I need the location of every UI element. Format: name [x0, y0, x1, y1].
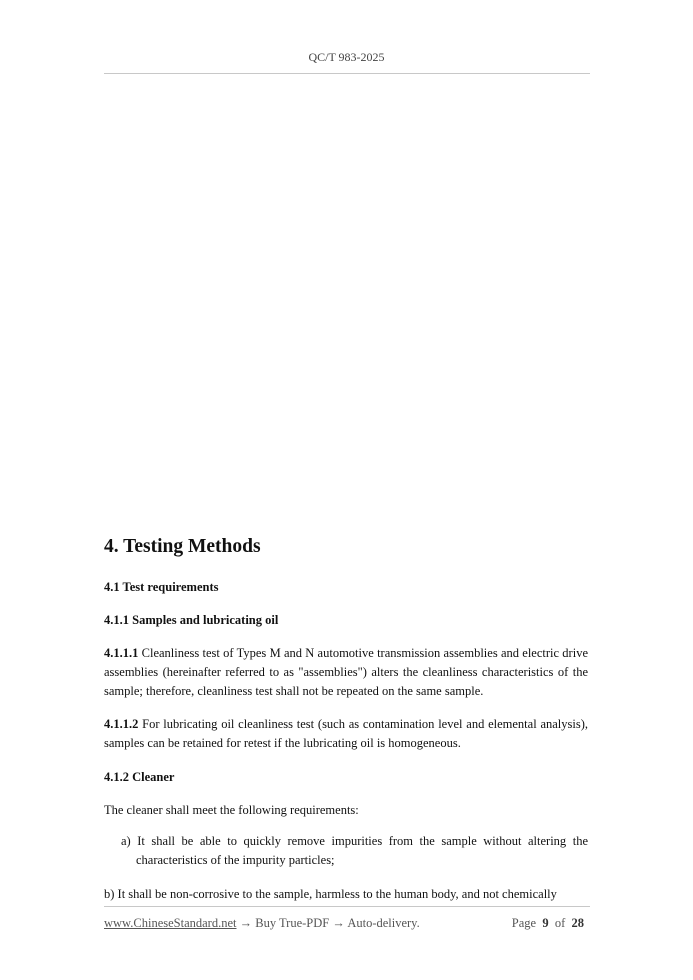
current-page: 9: [542, 916, 549, 930]
header-divider: [104, 73, 590, 74]
clause-text: For lubricating oil cleanliness test (such as contamination level and elemental analysis), samples can be retained for retest if the lubricating oil is homogeneous.: [104, 717, 588, 750]
arrow-right-icon: →: [236, 916, 256, 930]
delivery-text: Auto-delivery.: [347, 916, 420, 930]
buy-text: Buy True-PDF: [255, 916, 330, 930]
clause-number: 4.1.1.1: [104, 646, 139, 660]
heading-4-1-2: 4.1.2 Cleaner: [104, 770, 175, 784]
document-body: [104, 533, 588, 904]
document-code: QC/T 983-2025: [308, 50, 385, 64]
paragraph-4-1-1-2: [104, 715, 588, 753]
footer-divider: [104, 906, 590, 907]
page-number: [512, 916, 584, 931]
cleaner-intro: The cleaner shall meet the following requirements:: [104, 803, 359, 817]
page-label: Page: [511, 916, 537, 930]
website-link[interactable]: www.ChineseStandard.net: [104, 916, 237, 930]
section-title: 4. Testing Methods: [104, 536, 261, 557]
heading-4-1-1: 4.1.1 Samples and lubricating oil: [104, 613, 279, 627]
total-pages: 28: [571, 916, 584, 930]
requirements-list: [104, 832, 588, 904]
list-item: b) It shall be non-corrosive to the sample, harmless to the human body, and not chemically: [104, 887, 557, 901]
clause-text: Cleanliness test of Types M and N automotive transmission assemblies and electric drive assemblies (hereinafter referred to as "assemblies") alters the cleanliness characteristics of the sample; therefore, cleanliness test shall not be repeated on the same sample.: [104, 646, 588, 698]
arrow-right-icon: →: [329, 916, 348, 930]
footer-promo: [104, 916, 420, 931]
paragraph-4-1-1-1: [104, 644, 588, 701]
heading-4-1: 4.1 Test requirements: [104, 580, 219, 594]
clause-number: 4.1.1.2: [104, 717, 139, 731]
of-label: of: [554, 916, 566, 930]
page-header: [0, 50, 693, 65]
list-item: a) It shall be able to quickly remove impurities from the sample without altering the characteristics of the impurity particles;: [121, 834, 588, 867]
